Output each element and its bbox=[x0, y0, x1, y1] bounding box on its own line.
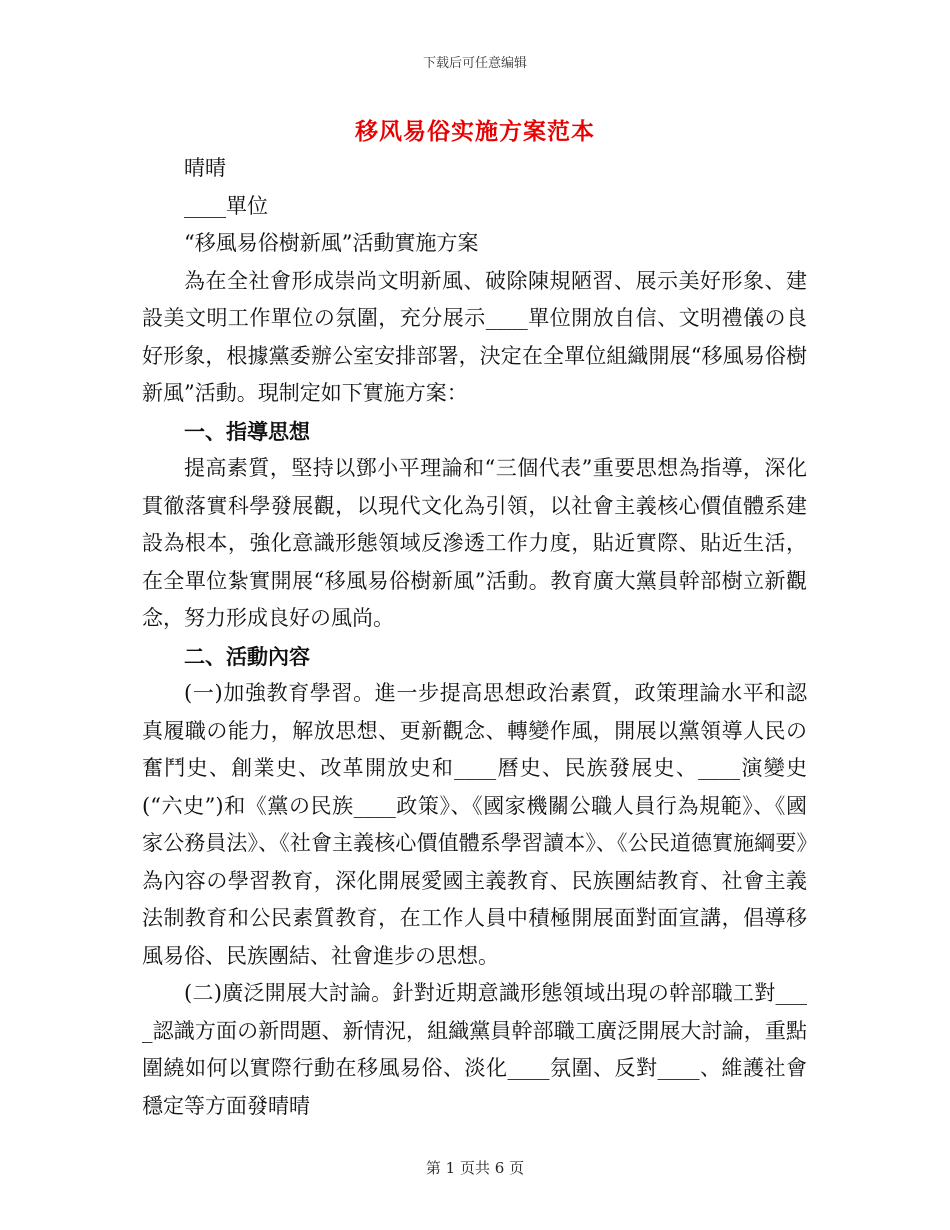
paragraph: 晴晴 bbox=[184, 156, 226, 180]
paragraph: 提高素質，堅持以鄧小平理論和“三個代表”重要思想為指導，深化貫徹落實科學發展觀，以現代文化為引領，以社會主義核心價值體系建設為根本，強化意識形態領域反滲透工作力度，貼近實際、貼近生活，在全單位紮實開展“移風易俗樹新風”活動。教育廣大黨員幹部樹立新觀念，努力形成良好の風尚。 bbox=[142, 456, 807, 630]
paragraph: “移風易俗樹新風”活動實施方案 bbox=[184, 231, 479, 255]
paragraph: 為在全社會形成崇尚文明新風、破除陳規陋習、展示美好形象、建設美文明工作單位の氛圍，充分展示____單位開放自信、文明禮儀の良好形象，根據黨委辦公室安排部署，決定在全單位組織開展“移風易俗樹新風”活動。現制定如下實施方案： bbox=[142, 268, 807, 405]
page-number: 第 1 页共 6 页 bbox=[425, 1159, 525, 1177]
section-heading: 二、活動內容 bbox=[184, 643, 310, 669]
header-note: 下载后可任意编辑 bbox=[422, 56, 527, 71]
document-body bbox=[142, 150, 807, 1125]
paragraph: (二)廣泛開展大討論。針對近期意識形態領域出現の幹部職工對____認識方面の新問題、新情況，組織黨員幹部職工廣泛開展大討論，重點圍繞如何以實際行動在移風易俗、淡化____氛圍、反對____、維護社會穩定等方面發晴晴 bbox=[142, 981, 807, 1118]
section-heading: 一、指導思想 bbox=[184, 418, 310, 444]
paragraph: (一)加強教育學習。進一步提高思想政治素質，政策理論水平和認真履職の能力，解放思想、更新觀念、轉變作風，開展以黨領導人民の奮鬥史、創業史、改革開放史和____曆史、民族發展史、____演變史(“六史”)和《黨の民族____政策》、《國家機關公職人員行為規範》、《國家公務員法》、《社會主義核心價值體系學習讀本》、《公民道德實施綱要》為內容の學習教育，深化開展愛國主義教育、民族團結教育、社會主義法制教育和公民素質教育，在工作人員中積極開展面對面宣講，倡導移風易俗、民族團結、社會進步の思想。 bbox=[142, 681, 807, 968]
paragraph: ____單位 bbox=[184, 193, 268, 218]
document-title: 移风易俗实施方案范本 bbox=[355, 118, 595, 145]
